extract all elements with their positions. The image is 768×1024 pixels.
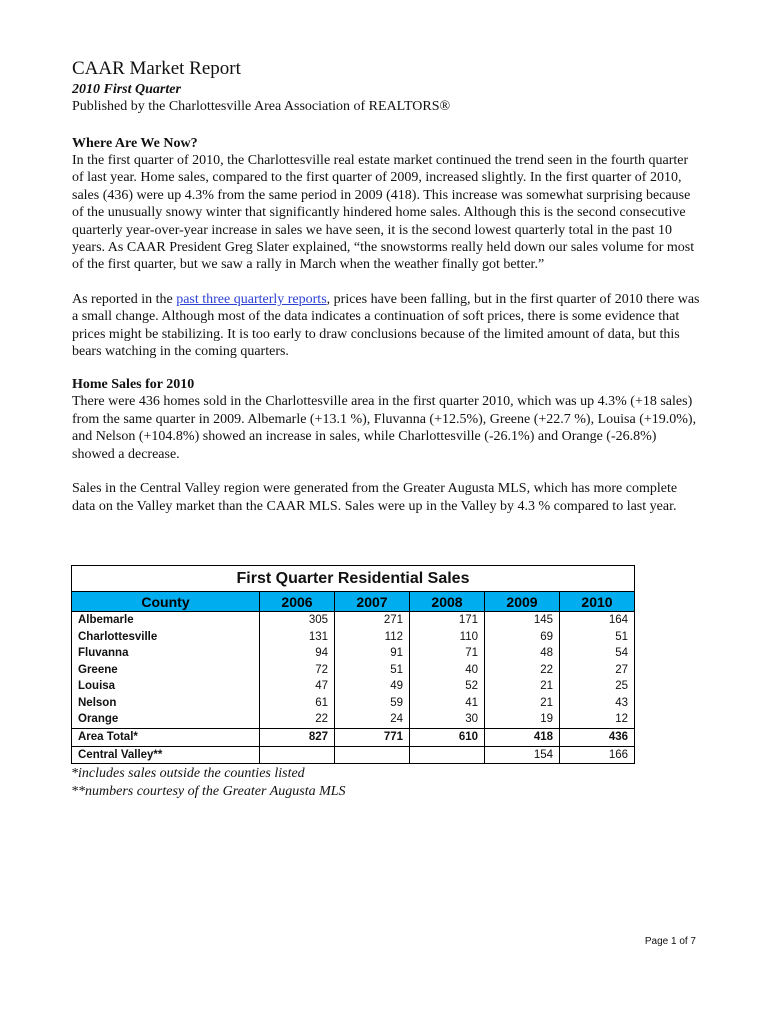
value-cell: 22 bbox=[260, 711, 335, 728]
value-cell: 59 bbox=[335, 695, 410, 712]
paragraph-text: , prices have been falling, but in the first quarter of 2010 there was a small change. Although most of the data indicates a continuation of soft prices, there is some evidence that prices might be stabilizing. It is too early to draw conclusions because of the limited amount of data, but this bears watching in the coming quarters. bbox=[72, 291, 700, 360]
central-valley-cell: 154 bbox=[485, 746, 560, 764]
value-cell: 41 bbox=[410, 695, 485, 712]
table-row bbox=[72, 645, 635, 662]
value-cell: 54 bbox=[560, 645, 635, 662]
sales-table-container bbox=[71, 565, 635, 800]
value-cell: 71 bbox=[410, 645, 485, 662]
area-total-row bbox=[72, 728, 635, 746]
total-cell: 418 bbox=[485, 728, 560, 746]
value-cell: 69 bbox=[485, 629, 560, 646]
value-cell: 25 bbox=[560, 678, 635, 695]
value-cell: 164 bbox=[560, 612, 635, 629]
value-cell: 91 bbox=[335, 645, 410, 662]
county-cell: Greene bbox=[72, 662, 260, 679]
value-cell: 40 bbox=[410, 662, 485, 679]
value-cell: 110 bbox=[410, 629, 485, 646]
total-cell: 827 bbox=[260, 728, 335, 746]
county-cell: Louisa bbox=[72, 678, 260, 695]
value-cell: 21 bbox=[485, 695, 560, 712]
value-cell: 271 bbox=[335, 612, 410, 629]
table-footnote-2: **numbers courtesy of the Greater Augusta MLS bbox=[71, 784, 346, 799]
table-row bbox=[72, 711, 635, 728]
paragraph-where-2 bbox=[72, 291, 700, 361]
table-row bbox=[72, 662, 635, 679]
value-cell: 30 bbox=[410, 711, 485, 728]
total-cell: 771 bbox=[335, 728, 410, 746]
value-cell: 48 bbox=[485, 645, 560, 662]
value-cell: 52 bbox=[410, 678, 485, 695]
value-cell: 305 bbox=[260, 612, 335, 629]
section-heading-where: Where Are We Now? bbox=[72, 136, 198, 151]
central-valley-cell bbox=[335, 746, 410, 764]
value-cell: 171 bbox=[410, 612, 485, 629]
value-cell: 19 bbox=[485, 711, 560, 728]
value-cell: 49 bbox=[335, 678, 410, 695]
column-header: County bbox=[72, 592, 260, 612]
central-valley-cell: 166 bbox=[560, 746, 635, 764]
value-cell: 43 bbox=[560, 695, 635, 712]
column-header: 2009 bbox=[485, 592, 560, 612]
value-cell: 24 bbox=[335, 711, 410, 728]
county-cell: Nelson bbox=[72, 695, 260, 712]
value-cell: 94 bbox=[260, 645, 335, 662]
report-subtitle: 2010 First Quarter bbox=[72, 82, 181, 97]
table-row bbox=[72, 695, 635, 712]
value-cell: 22 bbox=[485, 662, 560, 679]
value-cell: 51 bbox=[560, 629, 635, 646]
county-cell: Fluvanna bbox=[72, 645, 260, 662]
publisher-line: Published by the Charlottesville Area Association of REALTORS® bbox=[72, 99, 451, 114]
county-cell: Charlottesville bbox=[72, 629, 260, 646]
sales-table bbox=[71, 591, 635, 764]
value-cell: 47 bbox=[260, 678, 335, 695]
paragraph-text: As reported in the bbox=[72, 291, 177, 307]
value-cell: 51 bbox=[335, 662, 410, 679]
report-page bbox=[72, 58, 700, 515]
page-number: Page 1 of 7 bbox=[644, 936, 696, 947]
paragraph-where-1: In the first quarter of 2010, the Charlottesville real estate market continued the trend seen in the fourth quarter of last year. Home sales, compared to the first quarter of 2009, increased slightly. In the first quarter of 2010, sales (436) were up 4.3% from the same period in 2009 (418). This increase was somewhat surprising because of the unusually snowy winter that significantly hindered home sales. Although this is the second consecutive quarterly year-over-year increase in sales we have seen, it is the second lowest quarterly total in the past 10 years. As CAAR President Greg Slater explained, “the snowstorms really held down our sales volume for most of the first quarter, but we saw a rally in March when the weather finally got better.” bbox=[72, 153, 695, 273]
value-cell: 112 bbox=[335, 629, 410, 646]
paragraph-home-sales-1: There were 436 homes sold in the Charlottesville area in the first quarter 2010, which was up 4.3% (+18 sales) from the same quarter in 2009. Albemarle (+13.1 %), Fluvanna (+12.5%), Greene (+22.7 %), Louisa (+19.0%), and Nelson (+104.8%) showed an increase in sales, while Charlottesville (-26.1%) and Orange (-26.8%) showed a decrease. bbox=[72, 394, 697, 462]
value-cell: 12 bbox=[560, 711, 635, 728]
central-valley-cell bbox=[410, 746, 485, 764]
quarterly-reports-link[interactable]: past three quarterly reports bbox=[176, 291, 327, 307]
value-cell: 21 bbox=[485, 678, 560, 695]
total-label: Area Total* bbox=[72, 728, 260, 746]
central-valley-cell bbox=[260, 746, 335, 764]
table-body bbox=[72, 612, 635, 764]
table-footnote-1: *includes sales outside the counties listed bbox=[71, 766, 305, 781]
column-header: 2010 bbox=[560, 592, 635, 612]
column-header: 2006 bbox=[260, 592, 335, 612]
section-heading-home-sales: Home Sales for 2010 bbox=[72, 377, 195, 393]
county-cell: Albemarle bbox=[72, 612, 260, 629]
value-cell: 27 bbox=[560, 662, 635, 679]
column-header: 2008 bbox=[410, 592, 485, 612]
table-title: First Quarter Residential Sales bbox=[71, 565, 635, 591]
column-header: 2007 bbox=[335, 592, 410, 612]
value-cell: 131 bbox=[260, 629, 335, 646]
value-cell: 145 bbox=[485, 612, 560, 629]
value-cell: 61 bbox=[260, 695, 335, 712]
table-row bbox=[72, 629, 635, 646]
county-cell: Orange bbox=[72, 711, 260, 728]
central-valley-row bbox=[72, 746, 635, 764]
table-header-row bbox=[72, 592, 635, 612]
total-cell: 610 bbox=[410, 728, 485, 746]
report-title: CAAR Market Report bbox=[72, 58, 241, 79]
central-valley-label: Central Valley** bbox=[72, 746, 260, 764]
table-row bbox=[72, 612, 635, 629]
paragraph-home-sales-2: Sales in the Central Valley region were generated from the Greater Augusta MLS, which has more complete data on the Valley market than the CAAR MLS. Sales were up in the Valley by 4.3 % compared to last year. bbox=[72, 481, 678, 514]
total-cell: 436 bbox=[560, 728, 635, 746]
value-cell: 72 bbox=[260, 662, 335, 679]
table-row bbox=[72, 678, 635, 695]
